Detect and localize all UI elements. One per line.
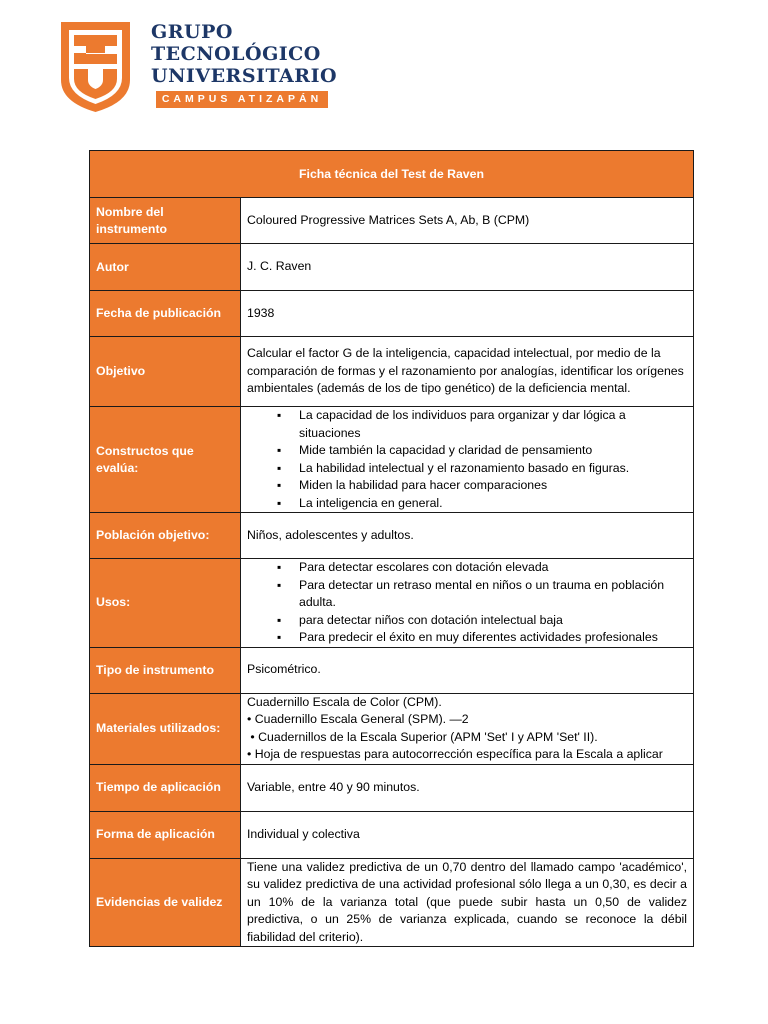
material-line: • Cuadernillo Escala General (SPM). —2 — [247, 712, 469, 726]
material-line: • Cuadernillos de la Escala Superior (APM 'Set' I y APM 'Set' II). — [247, 729, 598, 744]
row-value — [241, 407, 694, 513]
list-item: ▪ Para predecir el éxito en muy diferentes actividades profesionales — [277, 629, 687, 647]
row-label: Tipo de instrumento — [90, 647, 241, 693]
row-label: Nombre del instrumento — [90, 198, 241, 244]
list-item: ▪ Mide también la capacidad y claridad de pensamiento — [277, 442, 687, 460]
brand-line-3: UNIVERSITARIO — [151, 65, 338, 87]
row-label: Autor — [90, 244, 241, 291]
material-line: Cuadernillo Escala de Color (CPM). — [247, 694, 442, 709]
brand-name — [151, 21, 337, 87]
row-label: Evidencias de validez — [90, 858, 241, 947]
gtu-shield-logo-icon — [58, 18, 133, 114]
row-value: 1938 — [241, 291, 694, 337]
table-row — [90, 858, 694, 947]
row-value: J. C. Raven — [241, 244, 694, 291]
row-value: Variable, entre 40 y 90 minutos. — [241, 764, 694, 811]
table-title: Ficha técnica del Test de Raven — [90, 151, 694, 198]
constructos-list — [247, 407, 687, 512]
row-label: Objetivo — [90, 337, 241, 407]
usos-list — [247, 559, 687, 647]
material-line: • Hoja de respuestas para autocorrección específica para la Escala a aplicar — [247, 747, 663, 761]
row-value — [241, 559, 694, 648]
table-row — [90, 764, 694, 811]
table-row — [90, 513, 694, 559]
list-item: ▪ La habilidad intelectual y el razonamiento basado en figuras. — [277, 460, 687, 478]
table-row — [90, 244, 694, 291]
row-value: Coloured Progressive Matrices Sets A, Ab, B (CPM) — [241, 198, 694, 244]
list-item: ▪ Miden la habilidad para hacer comparaciones — [277, 477, 687, 495]
list-item: ▪ La inteligencia en general. — [277, 495, 687, 513]
row-value: Individual y colectiva — [241, 811, 694, 858]
row-label: Usos: — [90, 559, 241, 648]
table-row — [90, 407, 694, 513]
row-label: Fecha de publicación — [90, 291, 241, 337]
gtu-logo — [58, 18, 338, 114]
row-label: Población objetivo: — [90, 513, 241, 559]
row-label: Constructos que evalúa: — [90, 407, 241, 513]
table-row — [90, 811, 694, 858]
table-row — [90, 647, 694, 693]
table-row — [90, 693, 694, 764]
table-title-row — [90, 151, 694, 198]
row-value: Tiene una validez predictiva de un 0,70 dentro del llamado campo 'académico', su validez predictiva de una actividad profesional sólo llega a un 0,30, es decir a un 10% de la varianza total (que puede subir hasta un 0,50 de validez predictiva, o un 25% de varianza explicada, cuando se reconoce la débil fiabilidad del criterio). — [241, 858, 694, 947]
row-value: Psicométrico. — [241, 647, 694, 693]
row-label: Forma de aplicación — [90, 811, 241, 858]
table-row — [90, 559, 694, 648]
brand-line-2: TECNOLÓGICO — [151, 43, 321, 65]
row-label: Tiempo de aplicación — [90, 764, 241, 811]
list-item: ▪ para detectar niños con dotación intelectual baja — [277, 612, 687, 630]
table-row — [90, 198, 694, 244]
ficha-tecnica-table — [89, 150, 694, 947]
list-item: ▪ Para detectar un retraso mental en niños o un trauma en población adulta. — [277, 577, 687, 612]
table-row — [90, 291, 694, 337]
table-row — [90, 337, 694, 407]
row-value: Niños, adolescentes y adultos. — [241, 513, 694, 559]
list-item: ▪ La capacidad de los individuos para organizar y dar lógica a situaciones — [277, 407, 687, 442]
row-label: Materiales utilizados: — [90, 693, 241, 764]
campus-banner: CAMPUS ATIZAPÁN — [156, 91, 328, 108]
row-value — [241, 693, 694, 764]
row-value: Calcular el factor G de la inteligencia, capacidad intelectual, por medio de la comparación de formas y el razonamiento por analogías, identificar los orígenes ambientales (además de los de tipo genético) de la deficiencia mental. — [241, 337, 694, 407]
list-item: ▪ Para detectar escolares con dotación elevada — [277, 559, 687, 577]
brand-line-1: GRUPO — [151, 21, 233, 43]
